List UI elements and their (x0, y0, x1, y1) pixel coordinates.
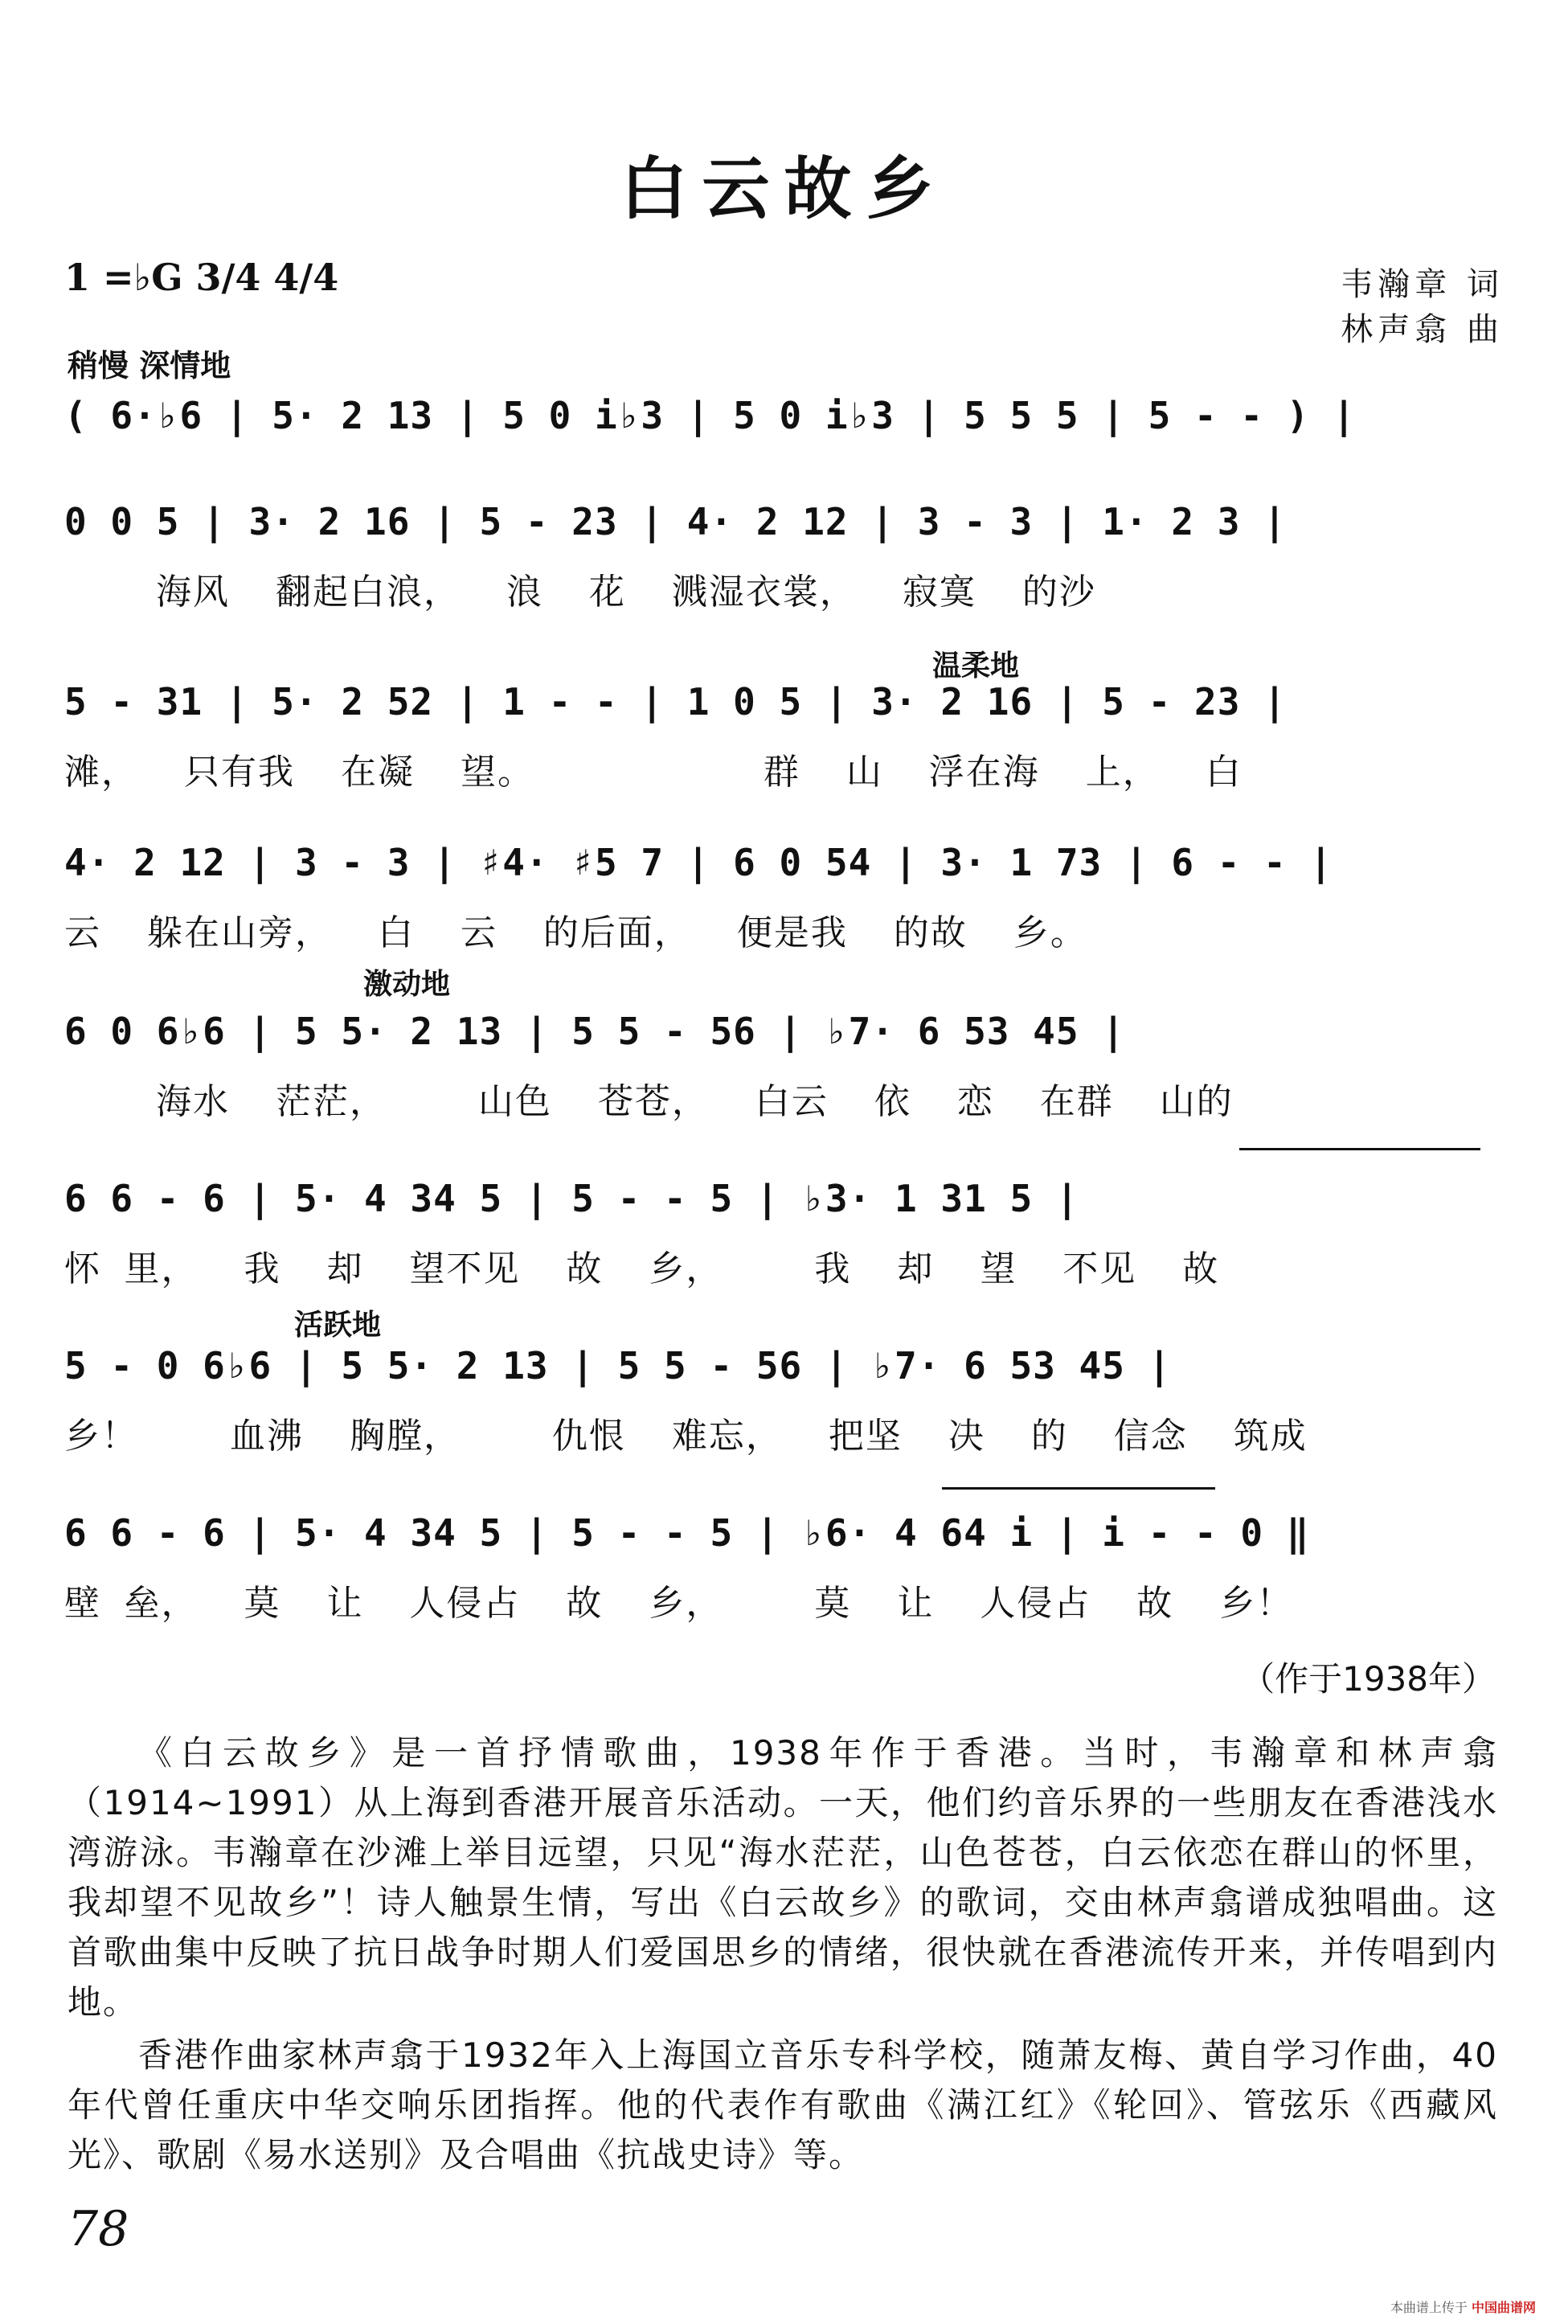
expression-lively: 活跃地 (294, 1309, 382, 1342)
composer-credit: 林声翕 曲 (1341, 311, 1504, 348)
lyrics-line-3: 滩， 只有我 在凝 望。 群 山 浮在海 上， 白 (64, 752, 1243, 793)
lyrics-line-4: 云 躲在山旁， 白 云 的后面， 便是我 的故 乡。 (64, 912, 1087, 953)
commentary-paragraph-2: 香港作曲家林声翕于1932年入上海国立音乐专科学校，随萧友梅、黄自学习作曲，40年代曾任重庆中华交响乐团指挥。他的代表作有歌曲《满江红》《轮回》、管弦乐《西藏风光》、歌剧《易水送别》及合唱曲《抗战史诗》等。 (68, 2035, 1498, 2174)
crescendo-line-final (942, 1487, 1215, 1490)
expression-warm: 温柔地 (932, 650, 1020, 682)
expression-excited: 激动地 (363, 968, 451, 1001)
footer-site-logo: 中国曲谱网 (1471, 2300, 1536, 2315)
lyrics-line-8: 壁 垒， 莫 让 人侵占 故 乡， 莫 让 人侵占 故 乡！ (64, 1583, 1294, 1624)
lyrics-line-7: 乡！ 血沸 胸膛， 仇恨 难忘， 把坚 决 的 信念 筑成 (64, 1416, 1308, 1457)
footer-uploader-text: 本曲谱上传于 (1390, 2300, 1468, 2315)
notation-line-7: 5 - 0 6♭6 | 5 5· 2 13 | 5 5 - 56 | ♭7· 6 53 45 | (64, 1344, 1172, 1387)
notation-line-1: ( 6·♭6 | 5· 2 13 | 5 0 i♭3 | 5 0 i♭3 | 5 5 5 | 5 - - ) | (64, 394, 1356, 437)
site-footer (1390, 2297, 1536, 2316)
notation-line-5: 6 0 6♭6 | 5 5· 2 13 | 5 5 - 56 | ♭7· 6 53 45 | (64, 1010, 1125, 1053)
notation-line-6: 6 6 - 6 | 5· 4 34 5 | 5 - - 5 | ♭3· 1 31 5 | (64, 1177, 1079, 1220)
crescendo-line (1239, 1148, 1480, 1150)
notation-line-3: 5 - 31 | 5· 2 52 | 1 - - | 1 0 5 | 3· 2 16 | 5 - 23 | (64, 680, 1287, 723)
page-number: 78 (68, 2201, 129, 2257)
key-signature: 1 =♭G 3/4 4/4 (64, 256, 339, 299)
composition-year: （作于1938年） (1241, 1659, 1496, 1699)
song-title: 白云故乡 (620, 150, 948, 228)
notation-line-2: 0 0 5 | 3· 2 16 | 5 - 23 | 4· 2 12 | 3 - 3 | 1· 2 3 | (64, 500, 1287, 543)
lyrics-line-6: 怀 里， 我 却 望不见 故 乡， 我 却 望 不见 故 (64, 1248, 1220, 1289)
tempo-marking: 稍慢 深情地 (68, 348, 231, 383)
lyrics-line-2: 海风 翻起白浪， 浪 花 溅湿衣裳， 寂寞 的沙 (64, 572, 1096, 613)
lyricist-credit: 韦瀚章 词 (1341, 266, 1504, 303)
lyrics-line-5: 海水 茫茫， 山色 苍苍， 白云 依 恋 在群 山的 (64, 1081, 1234, 1122)
commentary-paragraph-1: 《白云故乡》是一首抒情歌曲，1938年作于香港。当时，韦瀚章和林声翕（1914~1991）从上海到香港开展音乐活动。一天，他们约音乐界的一些朋友在香港浅水湾游泳。韦瀚章在沙滩上举目远望，只见“海水茫茫，山色苍苍，白云依恋在群山的怀里，我却望不见故乡”！诗人触景生情，写出《白云故乡》的歌词，交由林声翕谱成独唱曲。这首歌曲集中反映了抗日战争时期人们爱国思乡的情绪，很快就在香港流传开来，并传唱到内地。 (68, 1733, 1498, 2022)
notation-line-4: 4· 2 12 | 3 - 3 | ♯4· ♯5 7 | 6 0 54 | 3· 1 73 | 6 - - | (64, 841, 1333, 884)
notation-line-8: 6 6 - 6 | 5· 4 34 5 | 5 - - 5 | ♭6· 4 64 i | i - - 0 ‖ (64, 1511, 1310, 1555)
